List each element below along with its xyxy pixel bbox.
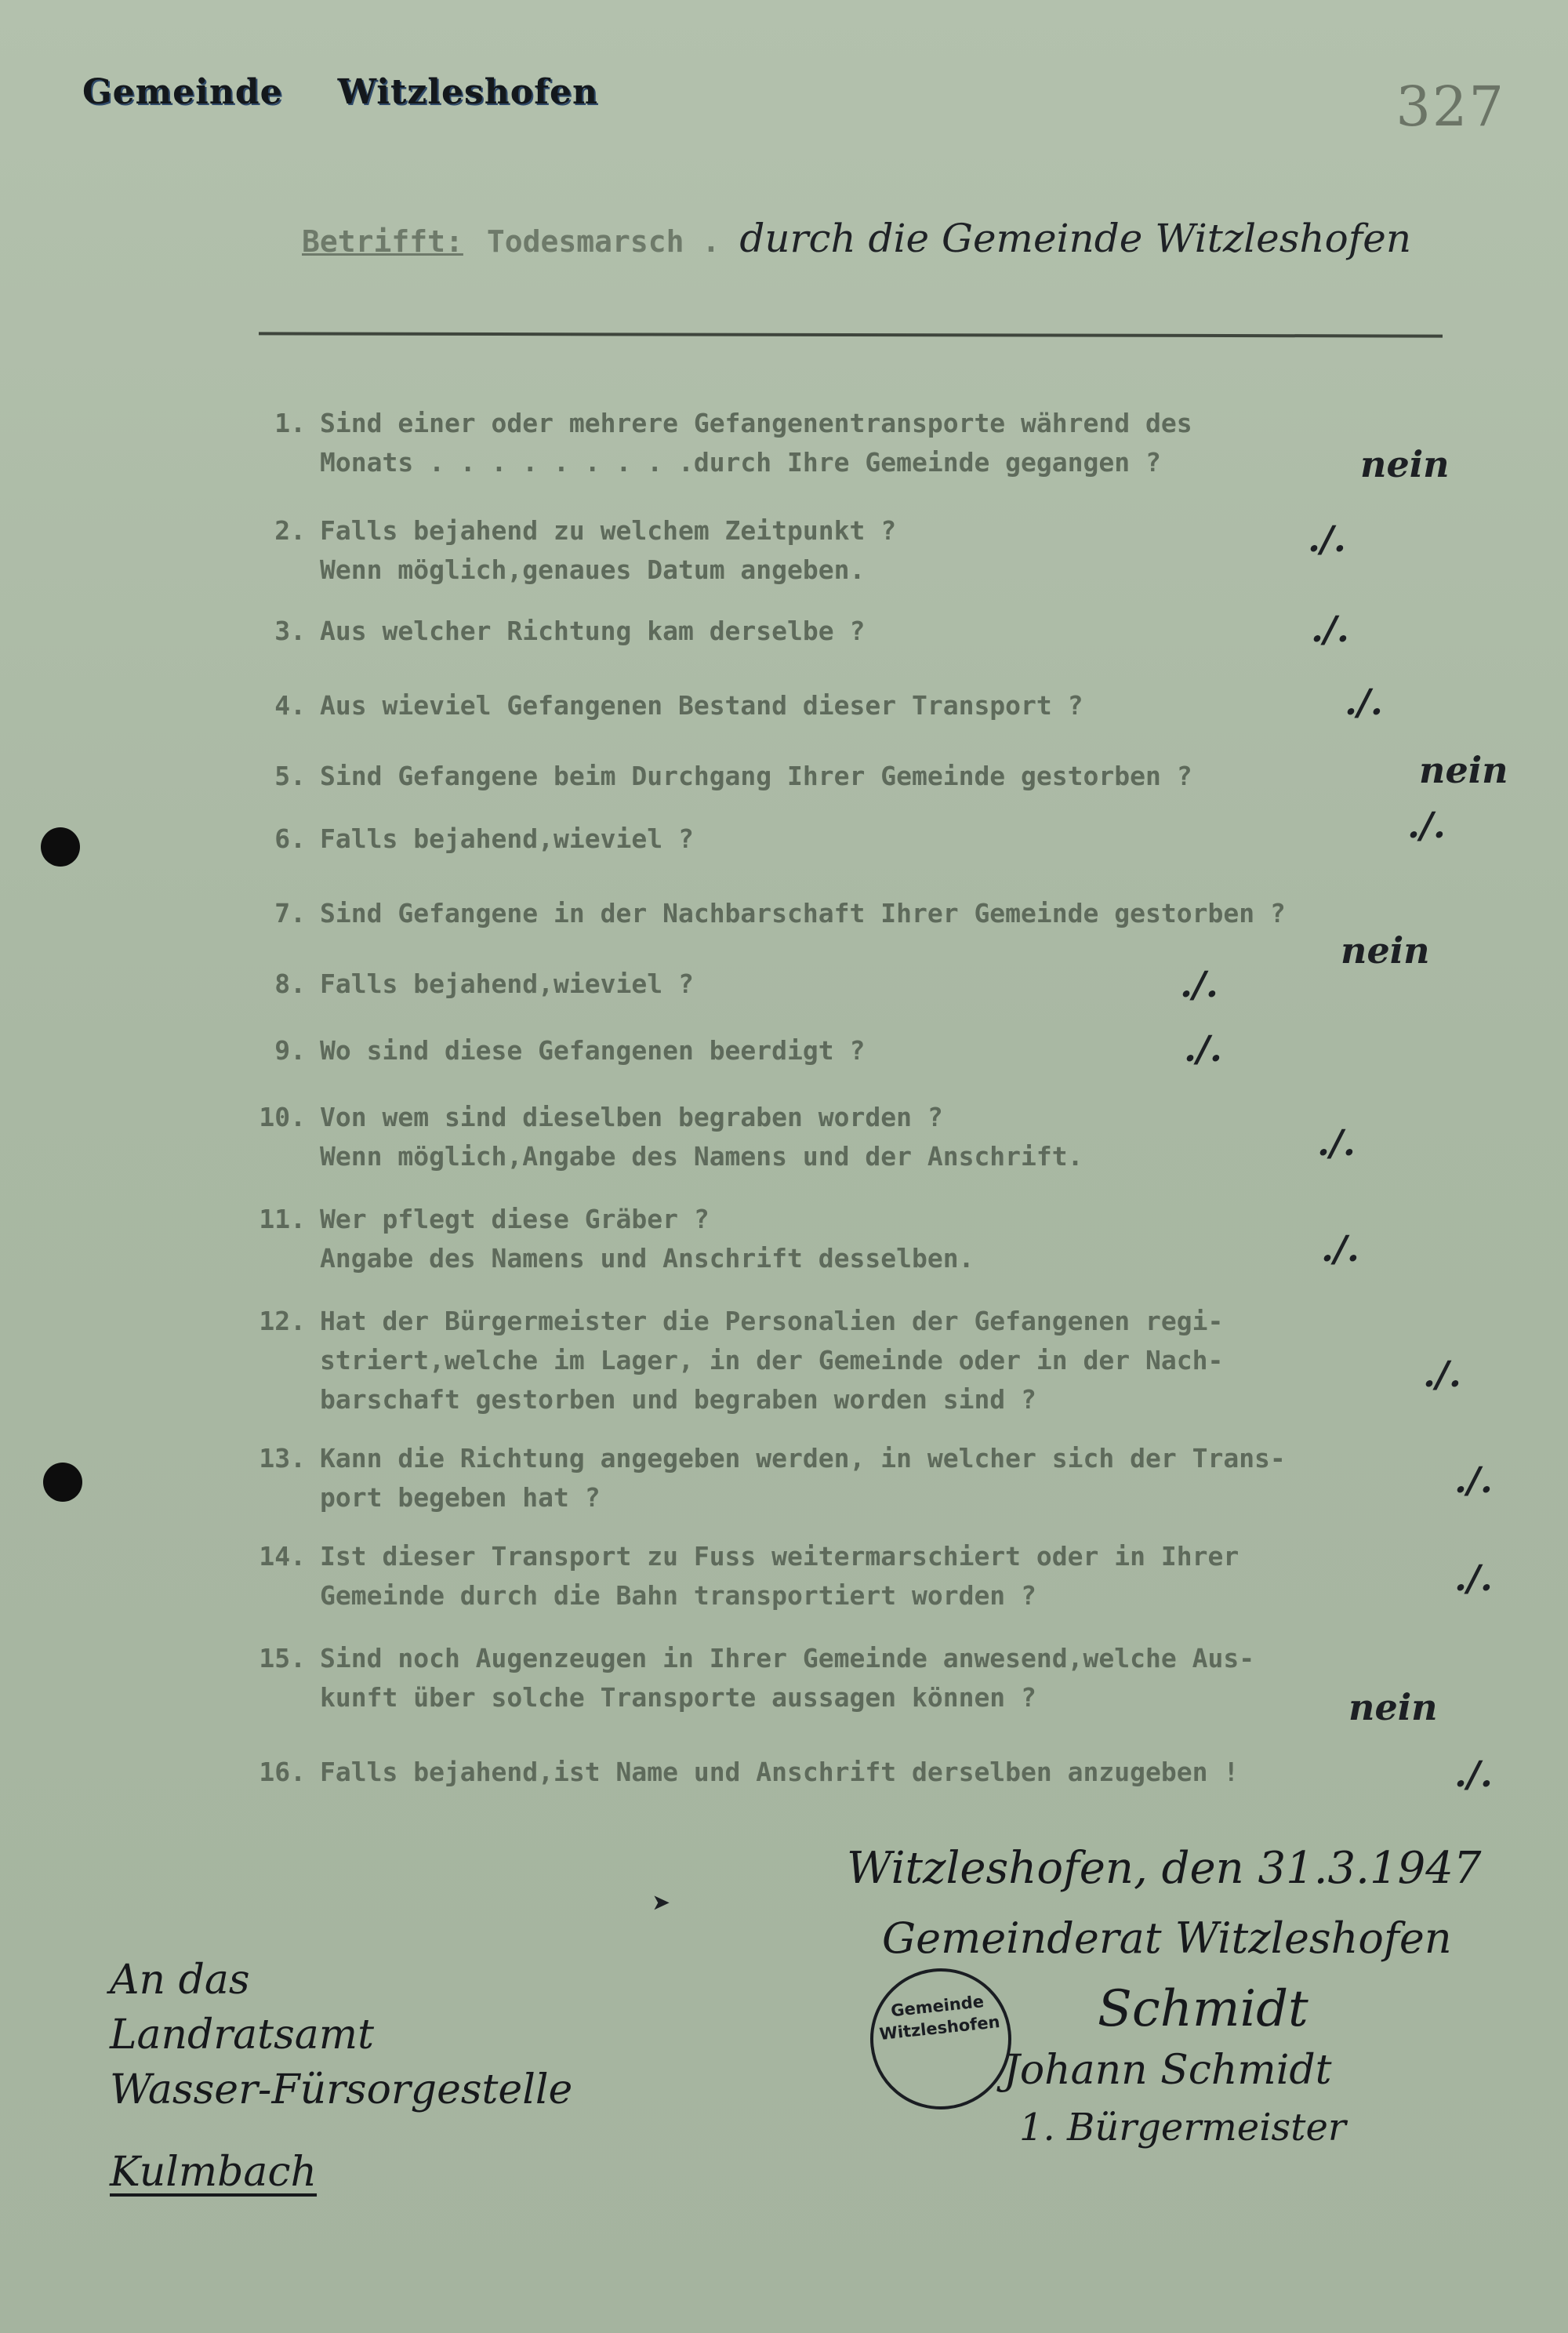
punch-hole <box>41 827 80 867</box>
pen-mark: ➤ <box>652 1886 672 1922</box>
question-12: 12. Hat der Bürgermeister die Personalien der Gefangenen regi- striert,welche im Lager, in der Gemeinde oder in der Nach- barschaft gestorben und begraben worden sind ? <box>259 1306 1224 1415</box>
question-11: 11. Wer pflegt diese Gräber ? Angabe des Namens und Anschrift desselben. <box>259 1204 975 1274</box>
answer-2: ./. <box>1308 518 1346 560</box>
addressee-city: Kulmbach <box>110 2149 318 2196</box>
signer-name: Johann Schmidt <box>1004 2047 1332 2094</box>
seal-line-1: Gemeinde <box>890 1992 985 2021</box>
question-14: 14. Ist dieser Transport zu Fuss weitermarschiert oder in Ihrer Gemeinde durch die Bahn transportiert worden ? <box>259 1541 1240 1611</box>
question-5: 5. Sind Gefangene beim Durchgang Ihrer Gemeinde gestorben ? <box>274 761 1192 791</box>
municipality-stamp-header <box>82 72 653 112</box>
question-10: 10. Von wem sind dieselben begraben worden ? Wenn möglich,Angabe des Namens und der Anschrift. <box>259 1102 1083 1172</box>
addressee-line-3: Wasser-Fürsorgestelle <box>110 2066 573 2113</box>
answer-12: ./. <box>1423 1353 1461 1395</box>
question-15: 15. Sind noch Augenzeugen in Ihrer Gemeinde anwesend,welche Aus- kunft über solche Transporte aussagen können ? <box>259 1643 1255 1713</box>
question-1: 1. Sind einer oder mehrere Gefangenentransporte während des Monats . . . . . . . . .durch Ihre Gemeinde gegangen ? <box>274 408 1192 478</box>
municipality-name: Witzleshofen <box>337 72 598 112</box>
council-name: Gemeinderat Witzleshofen <box>882 1913 1452 1963</box>
signature: Schmidt <box>1098 1980 1308 2038</box>
answer-16: ./. <box>1454 1753 1493 1795</box>
addressee-line-2: Landratsamt <box>110 2011 374 2059</box>
answer-4: ./. <box>1345 681 1383 723</box>
answer-11: ./. <box>1321 1227 1359 1270</box>
question-4: 4. Aus wieviel Gefangenen Bestand dieser Transport ? <box>274 690 1083 721</box>
answer-6: ./. <box>1407 804 1446 846</box>
answer-8: ./. <box>1180 963 1218 1005</box>
subject-label: Betrifft: <box>302 224 463 259</box>
question-6: 6. Falls bejahend,wieviel ? <box>274 823 694 854</box>
subject-line <box>302 216 1411 261</box>
divider-rule <box>259 332 1443 337</box>
seal-line-2: Witzleshofen <box>878 2012 1001 2044</box>
question-9: 9. Wo sind diese Gefangenen beerdigt ? <box>274 1035 866 1066</box>
question-13: 13. Kann die Richtung angegeben werden, in welcher sich der Trans- port begeben hat ? <box>259 1443 1286 1513</box>
addressee-line-1: An das <box>110 1957 250 2004</box>
answer-5: nein <box>1419 749 1508 791</box>
question-2: 2. Falls bejahend zu welchem Zeitpunkt ? Wenn möglich,genaues Datum angeben. <box>274 515 897 585</box>
subject-text: Todesmarsch . <box>486 224 720 259</box>
subject-handwritten: durch die Gemeinde Witzleshofen <box>739 216 1412 261</box>
question-7: 7. Sind Gefangene in der Nachbarschaft Ihrer Gemeinde gestorben ? <box>274 898 1286 928</box>
answer-1: nein <box>1360 443 1450 485</box>
answer-13: ./. <box>1454 1459 1493 1501</box>
answer-9: ./. <box>1184 1027 1222 1070</box>
answer-7: nein <box>1341 929 1430 972</box>
answer-15: nein <box>1348 1686 1438 1728</box>
signer-title: 1. Bürgermeister <box>1019 2106 1346 2149</box>
question-16: 16. Falls bejahend,ist Name und Anschrift derselben anzugeben ! <box>259 1757 1240 1787</box>
answer-14: ./. <box>1454 1557 1493 1599</box>
place-and-date: Witzleshofen, den 31.3.1947 <box>847 1843 1482 1894</box>
municipality-label: Gemeinde <box>82 72 283 112</box>
answer-10: ./. <box>1317 1121 1356 1164</box>
question-3: 3. Aus welcher Richtung kam derselbe ? <box>274 616 866 646</box>
question-8: 8. Falls bejahend,wieviel ? <box>274 968 694 999</box>
answer-3: ./. <box>1311 608 1349 650</box>
punch-hole <box>43 1463 82 1502</box>
municipal-seal <box>863 1961 1018 2117</box>
page-number: 327 <box>1396 74 1505 139</box>
